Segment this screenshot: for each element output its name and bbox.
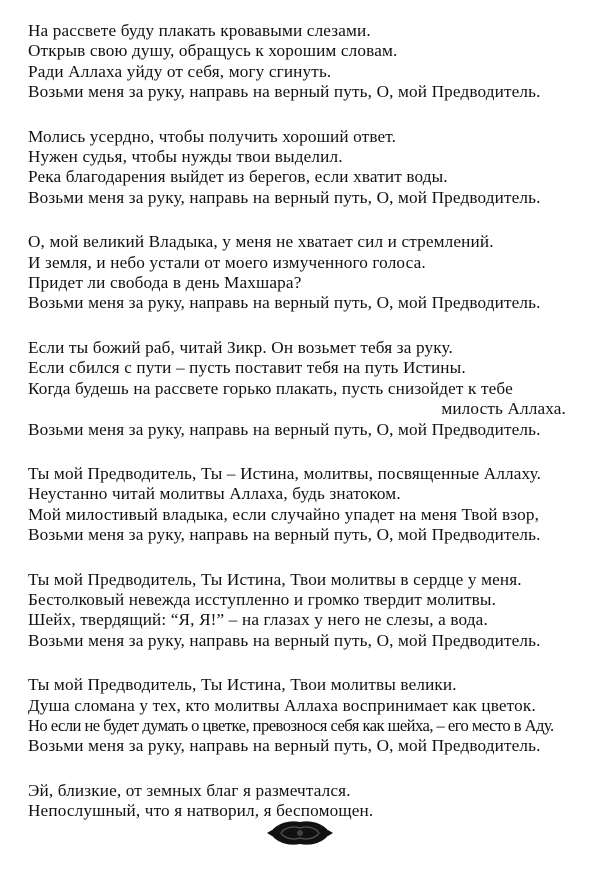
verse-line: Река благодарения выйдет из берегов, если хватит воды. bbox=[28, 167, 448, 187]
verse-line: Но если не будет думать о цветке, превознося себя как шейха, – его место в Аду. bbox=[28, 715, 554, 735]
verse-line: Ты мой Предводитель, Ты Истина, Твои молитвы в сердце у меня. bbox=[28, 569, 522, 589]
stanza-4 bbox=[28, 338, 576, 440]
stanza-5 bbox=[28, 464, 576, 546]
refrain-line: Возьми меня за руку, направь на верный путь, О, мой Предводитель. bbox=[28, 419, 541, 439]
refrain-line: Возьми меня за руку, направь на верный путь, О, мой Предводитель. bbox=[28, 82, 541, 102]
verse-line: На рассвете буду плакать кровавыми слезами. bbox=[28, 21, 371, 40]
verse-line: Неустанно читай молитвы Аллаха, будь знатоком. bbox=[28, 484, 401, 504]
stanza-2 bbox=[28, 127, 576, 209]
stanza-8 bbox=[28, 781, 576, 822]
verse-line: Придет ли свобода в день Махшара? bbox=[28, 273, 302, 293]
verse-line: Душа сломана у тех, кто молитвы Аллаха воспринимает как цветок. bbox=[28, 695, 536, 715]
verse-line: Когда будешь на рассвете горько плакать, пусть снизойдет к тебе bbox=[28, 378, 513, 398]
poem-text bbox=[28, 21, 576, 822]
verse-line: Шейх, твердящий: “Я, Я!” – на глазах у него не слезы, а вода. bbox=[28, 610, 488, 630]
verse-line: Нужен судья, чтобы нужды твои выделил. bbox=[28, 147, 343, 167]
refrain-line: Возьми меня за руку, направь на верный путь, О, мой Предводитель. bbox=[28, 630, 541, 650]
verse-line: Эй, близкие, от земных благ я размечтался. bbox=[28, 780, 351, 800]
stanza-3 bbox=[28, 232, 576, 314]
stanza-6 bbox=[28, 570, 576, 652]
verse-line: Мой милостивый владыка, если случайно упадет на меня Твой взор, bbox=[28, 504, 540, 524]
verse-line: Открыв свою душу, обращусь к хорошим словам. bbox=[28, 41, 398, 61]
refrain-line: Возьми меня за руку, направь на верный путь, О, мой Предводитель. bbox=[28, 293, 541, 313]
verse-line: Молись усердно, чтобы получить хороший ответ. bbox=[28, 126, 397, 146]
refrain-line: Возьми меня за руку, направь на верный путь, О, мой Предводитель. bbox=[28, 525, 541, 545]
ornamental-page-number-icon bbox=[267, 818, 333, 848]
verse-line: Ты мой Предводитель, Ты Истина, Твои молитвы велики. bbox=[28, 675, 457, 695]
verse-line: О, мой великий Владыка, у меня не хватает сил и стремлений. bbox=[28, 232, 494, 252]
verse-line: Непослушный, что я натворил, я беспомощен. bbox=[28, 801, 374, 821]
verse-line: И земля, и небо устали от моего измученного голоса. bbox=[28, 252, 426, 272]
verse-line: Ради Аллаха уйду от себя, могу сгинуть. bbox=[28, 61, 332, 81]
verse-line: Бестолковый невежда исступленно и громко твердит молитвы. bbox=[28, 589, 497, 609]
stanza-1 bbox=[28, 21, 576, 103]
refrain-line: Возьми меня за руку, направь на верный путь, О, мой Предводитель. bbox=[28, 187, 541, 207]
verse-line: Если сбился с пути – пусть поставит тебя на путь Истины. bbox=[28, 358, 466, 378]
refrain-line: Возьми меня за руку, направь на верный путь, О, мой Предводитель. bbox=[28, 736, 541, 756]
verse-line: Ты мой Предводитель, Ты – Истина, молитвы, посвященные Аллаху. bbox=[28, 463, 542, 483]
stanza-7 bbox=[28, 675, 576, 757]
verse-line: Если ты божий раб, читай Зикр. Он возьмет тебя за руку. bbox=[28, 337, 453, 357]
verse-line-continuation: милость Аллаха. bbox=[441, 399, 566, 419]
